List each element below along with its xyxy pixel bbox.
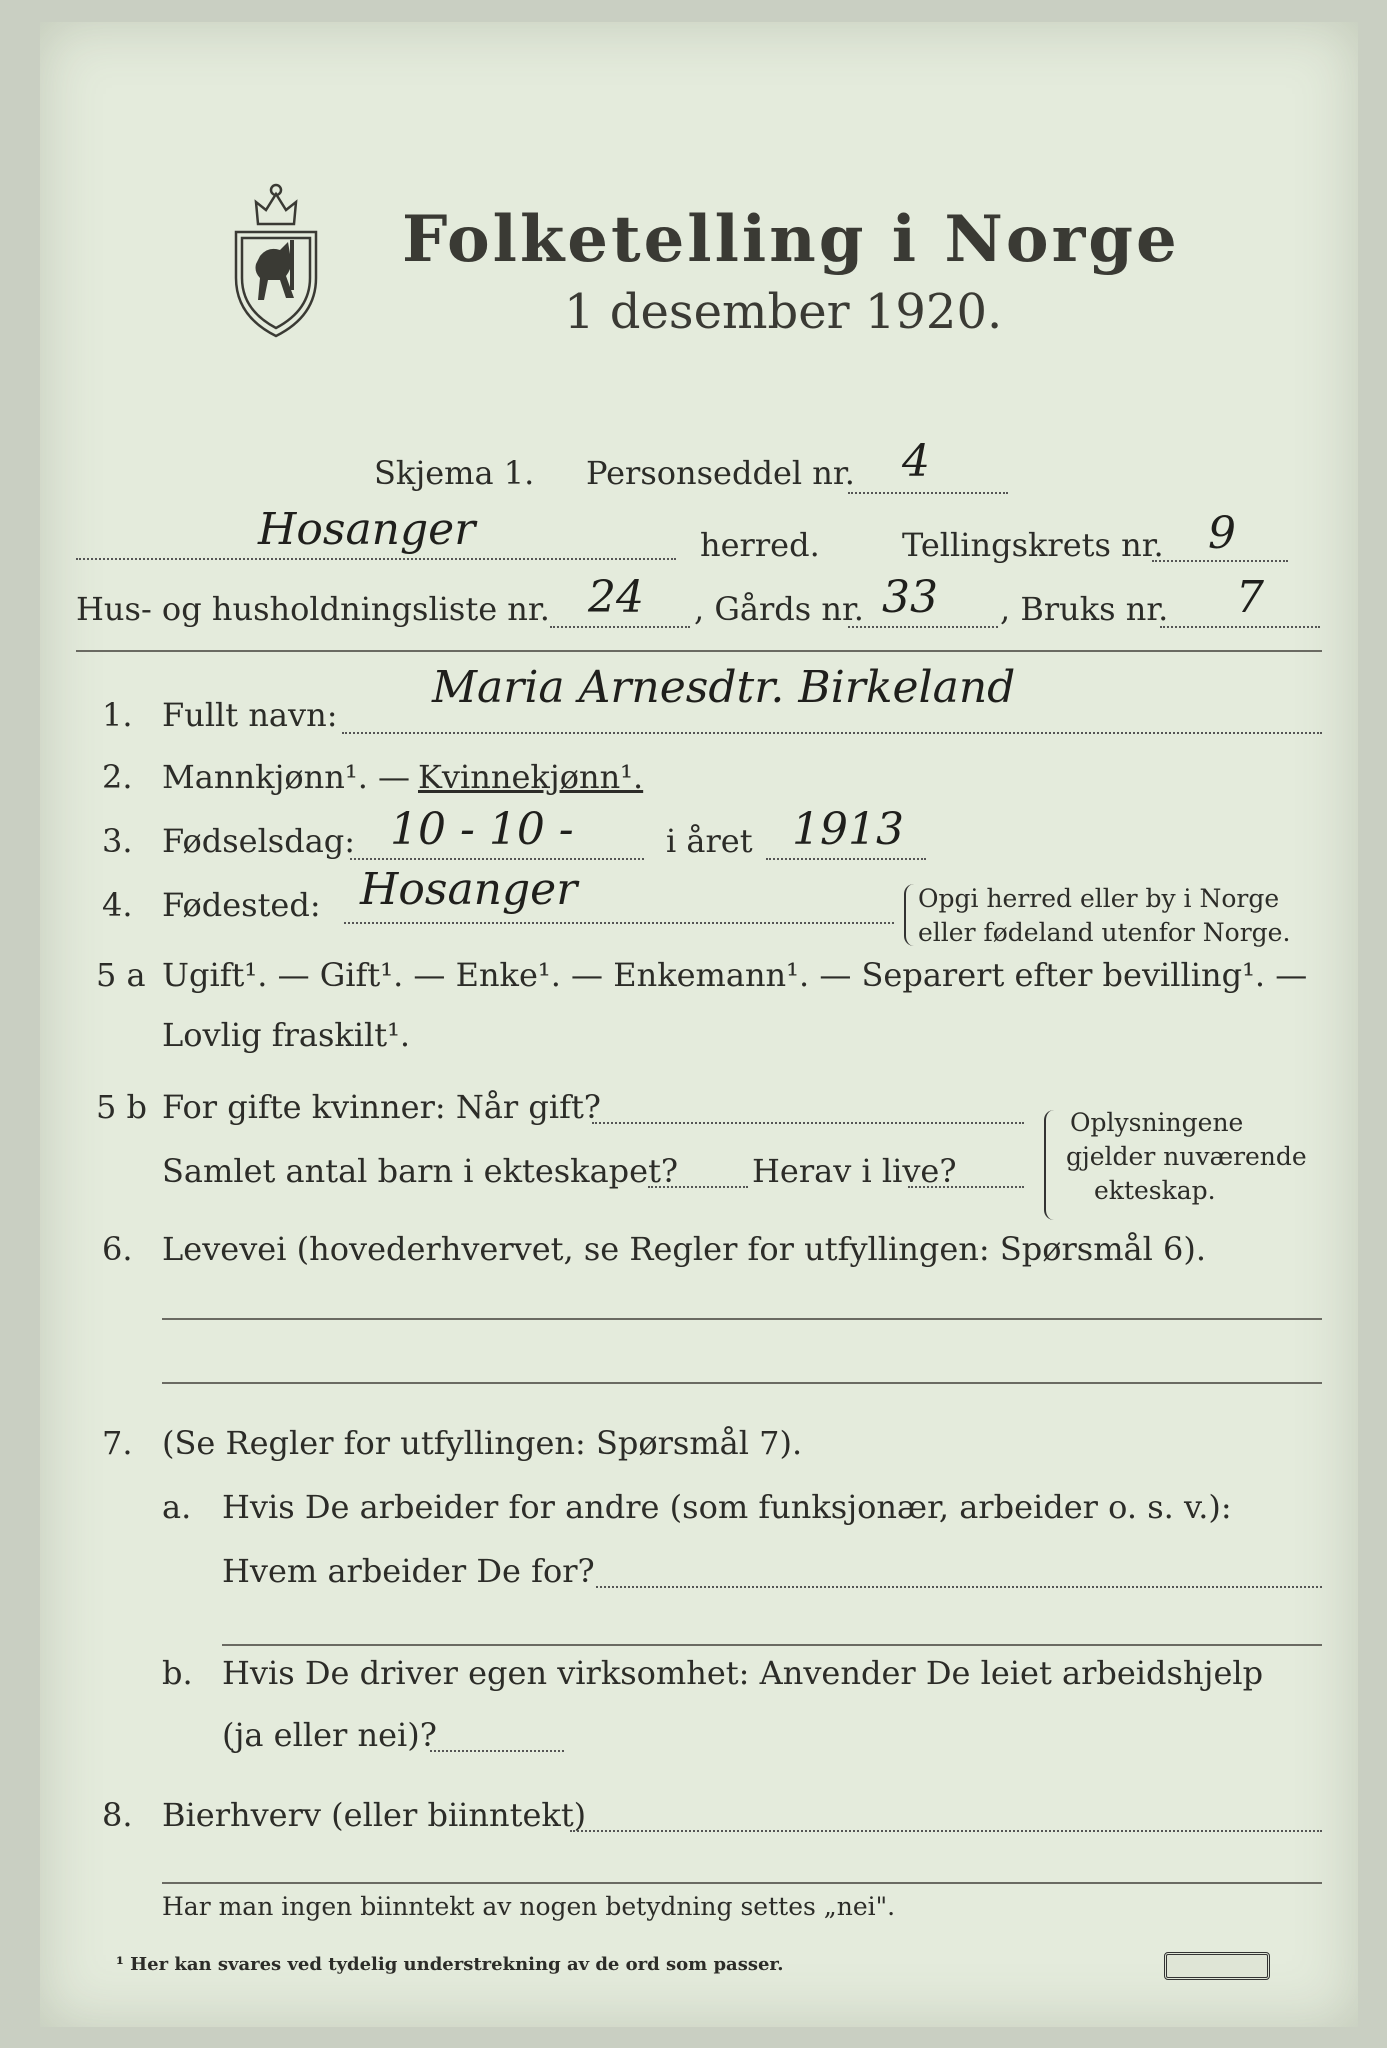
personseddel-label: Personseddel nr. — [586, 454, 855, 492]
bruks-label: , Bruks nr. — [1000, 590, 1169, 628]
q5b-line1: For gifte kvinner: Når gift? — [162, 1088, 601, 1126]
q5b-note2: gjelder nuværende — [1066, 1142, 1307, 1171]
q6-text: Levevei (hovederhvervet, se Regler for utfyllingen: Spørsmål 6). — [162, 1230, 1207, 1268]
q7a-answer-line — [222, 1644, 1322, 1646]
q4-line — [344, 922, 894, 924]
q4-note-line2: eller fødeland utenfor Norge. — [918, 918, 1291, 947]
q8-dots — [570, 1830, 1322, 1832]
hus-line — [550, 626, 690, 628]
footnote: ¹ Her kan svares ved tydelig understrekning av de ord som passer. — [116, 1954, 784, 1975]
personseddel-value: 4 — [902, 436, 930, 487]
q2-mann: Mannkjønn¹. — — [162, 758, 411, 796]
q7b-line1: Hvis De driver egen virksomhet: Anvender De leiet arbeidshjelp — [222, 1654, 1264, 1692]
q7a-line2: Hvem arbeider De for? — [222, 1552, 595, 1590]
q3-line — [350, 858, 644, 860]
herred-line — [76, 558, 676, 560]
birth-year-value: 1913 — [792, 804, 904, 855]
q7b-letter: b. — [162, 1654, 193, 1692]
footer-note: Har man ingen biinntekt av nogen betydning settes „nei". — [162, 1892, 896, 1921]
aret-label: i året — [666, 822, 753, 860]
q7a-letter: a. — [162, 1488, 192, 1526]
q8-answer-line — [162, 1882, 1322, 1884]
q1-label: Fullt navn: — [162, 696, 338, 734]
bruks-value: 7 — [1236, 572, 1264, 623]
q1-number: 1. — [102, 696, 133, 734]
birthplace-value: Hosanger — [360, 864, 578, 915]
q6-answer-line2 — [162, 1382, 1322, 1384]
gards-value: 33 — [882, 572, 938, 623]
q8-number: 8. — [102, 1796, 133, 1834]
q7-number: 7. — [102, 1424, 133, 1462]
form-date: 1 desember 1920. — [564, 284, 1003, 340]
q5b-line1-dots — [592, 1122, 1024, 1124]
q5b-number: 5 b — [96, 1088, 148, 1126]
bruks-line — [1160, 626, 1320, 628]
tellingskrets-value: 9 — [1208, 508, 1236, 559]
q1-line — [342, 732, 1322, 734]
q5a-number: 5 a — [96, 956, 146, 994]
q6-answer-line1 — [162, 1318, 1322, 1320]
herred-value: Hosanger — [258, 504, 476, 555]
census-form — [40, 22, 1358, 2027]
coat-of-arms-icon — [228, 180, 324, 340]
q5b-herav-dots — [908, 1186, 1024, 1188]
q4-note-line1: Opgi herred eller by i Norge — [918, 884, 1280, 913]
gards-line — [848, 626, 998, 628]
q7a-line2-dots — [596, 1586, 1322, 1588]
q5b-herav: Herav i live? — [752, 1152, 957, 1190]
hus-label: Hus- og husholdningsliste nr. — [76, 590, 550, 628]
q4-number: 4. — [102, 886, 133, 924]
aret-line — [766, 858, 926, 860]
q5b-brace — [1044, 1110, 1056, 1220]
q7b-line2-dots — [430, 1750, 564, 1752]
birthday-value: 10 - 10 - — [390, 804, 574, 855]
tellingskrets-line — [1152, 560, 1288, 562]
q5b-note1: Oplysningene — [1070, 1108, 1244, 1137]
q7-text: (Se Regler for utfyllingen: Spørsmål 7). — [162, 1424, 803, 1462]
q5a-options-line2: Lovlig fraskilt¹. — [162, 1016, 411, 1054]
gards-label: , Gårds nr. — [694, 590, 864, 628]
q3-label: Fødselsdag: — [162, 822, 356, 860]
herred-label: herred. — [700, 526, 820, 564]
q2-number: 2. — [102, 758, 133, 796]
q6-number: 6. — [102, 1230, 133, 1268]
q5b-line2-dots — [648, 1186, 748, 1188]
full-name-value: Maria Arnesdtr. Birkeland — [432, 662, 1016, 713]
header-divider — [76, 650, 1322, 652]
printer-stamp-box — [1164, 1952, 1270, 1980]
q4-label: Fødested: — [162, 886, 321, 924]
q3-number: 3. — [102, 822, 133, 860]
q5b-note3: ekteskap. — [1094, 1176, 1216, 1205]
q4-brace — [904, 884, 914, 946]
form-title: Folketelling i Norge — [402, 202, 1180, 277]
q2-kvinne-underlined: Kvinnekjønn¹. — [418, 758, 644, 796]
q7a-line1: Hvis De arbeider for andre (som funksjonær, arbeider o. s. v.): — [222, 1488, 1232, 1526]
q5b-line2: Samlet antal barn i ekteskapet? — [162, 1152, 679, 1190]
q5a-options: Ugift¹. — Gift¹. — Enke¹. — Enkemann¹. — Separert efter bevilling¹. — — [162, 956, 1308, 994]
q7b-line2: (ja eller nei)? — [222, 1716, 437, 1754]
personseddel-line — [848, 492, 1008, 494]
skjema-label: Skjema 1. — [374, 454, 535, 492]
tellingskrets-label: Tellingskrets nr. — [902, 526, 1164, 564]
hus-value: 24 — [588, 572, 644, 623]
q8-text: Bierhverv (eller biinntekt) — [162, 1796, 587, 1834]
